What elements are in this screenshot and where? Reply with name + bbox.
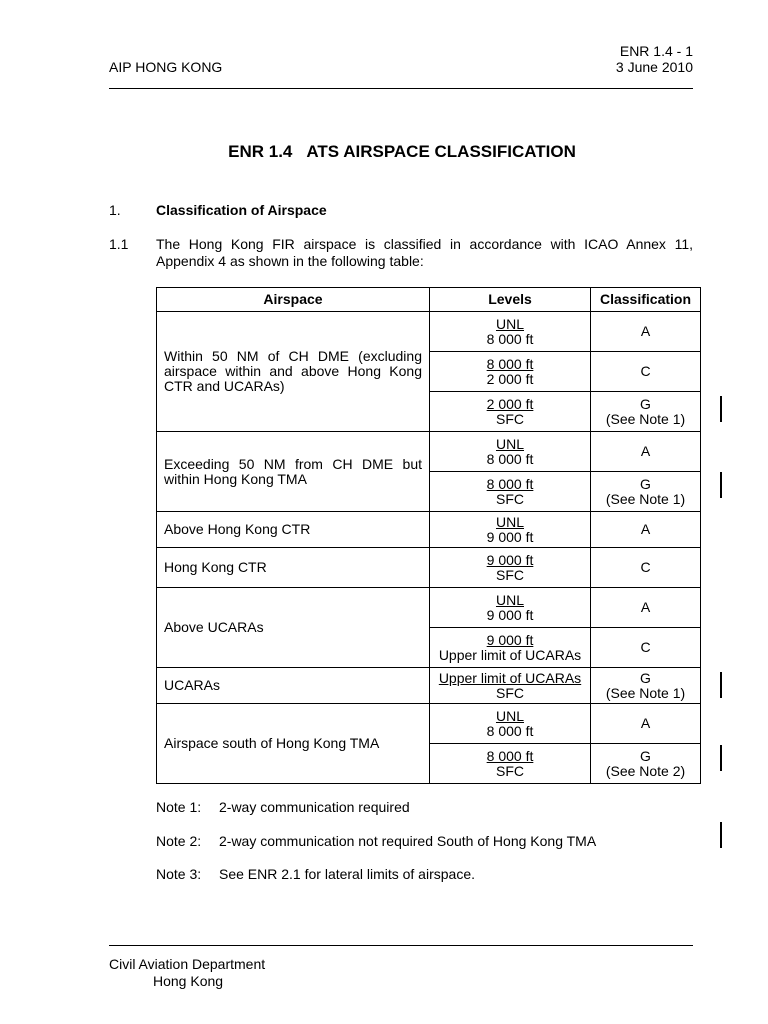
class-value: G bbox=[640, 747, 651, 764]
levels-cell bbox=[430, 668, 591, 704]
class-value: A bbox=[640, 323, 651, 339]
upper-level: 9 000 ft bbox=[486, 551, 534, 568]
lower-level: SFC bbox=[496, 410, 524, 427]
levels-cell bbox=[430, 512, 591, 548]
footer-location: Hong Kong bbox=[153, 973, 224, 989]
paragraph-number: 1.1 bbox=[109, 236, 129, 252]
table-row bbox=[157, 704, 701, 744]
upper-level: 8 000 ft bbox=[486, 475, 534, 492]
class-cell bbox=[591, 628, 701, 668]
class-value: C bbox=[640, 363, 651, 379]
airspace-cell: Airspace south of Hong Kong TMA bbox=[157, 704, 430, 784]
levels-cell bbox=[430, 744, 591, 784]
upper-level: 8 000 ft bbox=[486, 747, 534, 764]
col-header-classification: Classification bbox=[591, 288, 701, 312]
class-cell bbox=[591, 588, 701, 628]
revision-bar bbox=[720, 396, 722, 422]
class-cell bbox=[591, 432, 701, 472]
class-value: G bbox=[640, 395, 651, 412]
header-publication: AIP HONG KONG bbox=[109, 59, 223, 75]
levels-cell bbox=[430, 628, 591, 668]
table-row bbox=[157, 588, 701, 628]
footer-rule bbox=[109, 945, 693, 946]
lower-level: 8 000 ft bbox=[486, 330, 534, 347]
lower-level: SFC bbox=[496, 490, 524, 507]
lower-level: 9 000 ft bbox=[486, 528, 534, 545]
lower-level: 9 000 ft bbox=[486, 606, 534, 623]
class-cell bbox=[591, 668, 701, 704]
footer-department: Civil Aviation Department bbox=[109, 956, 266, 972]
lower-level: 2 000 ft bbox=[486, 370, 534, 387]
upper-level: Upper limit of UCARAs bbox=[438, 669, 582, 686]
upper-level: UNL bbox=[495, 591, 524, 608]
table-header-row bbox=[157, 288, 701, 312]
effective-date: 3 June 2010 bbox=[615, 59, 693, 75]
revision-bar bbox=[720, 672, 722, 698]
class-value: C bbox=[640, 639, 651, 655]
lower-level: 8 000 ft bbox=[486, 722, 534, 739]
class-cell bbox=[591, 472, 701, 512]
class-cell bbox=[591, 704, 701, 744]
airspace-cell: UCARAs bbox=[157, 668, 430, 704]
upper-level: 8 000 ft bbox=[486, 355, 534, 372]
airspace-cell: Above Hong Kong CTR bbox=[157, 512, 430, 548]
col-header-levels: Levels bbox=[430, 288, 591, 312]
revision-bar bbox=[720, 745, 722, 771]
note-text: 2-way communication not required South of Hong Kong TMA bbox=[219, 833, 597, 849]
levels-cell bbox=[430, 352, 591, 392]
levels-cell bbox=[430, 588, 591, 628]
class-cell bbox=[591, 352, 701, 392]
lower-level: SFC bbox=[496, 684, 524, 701]
table-row bbox=[157, 512, 701, 548]
lower-level: 8 000 ft bbox=[486, 450, 534, 467]
levels-cell bbox=[430, 704, 591, 744]
class-cell bbox=[591, 548, 701, 588]
revision-bar bbox=[720, 822, 722, 848]
note-text: See ENR 2.1 for lateral limits of airspace. bbox=[219, 866, 475, 882]
airspace-cell: Exceeding 50 NM from CH DME but within Hong Kong TMA bbox=[157, 432, 430, 512]
class-value: A bbox=[640, 599, 651, 615]
upper-level: UNL bbox=[495, 435, 524, 452]
levels-cell bbox=[430, 392, 591, 432]
paragraph-text: The Hong Kong FIR airspace is classified in accordance with ICAO Annex 11, Appendix 4 as shown in the following table: bbox=[156, 236, 693, 269]
upper-level: 9 000 ft bbox=[486, 631, 534, 648]
lower-level: SFC bbox=[496, 762, 524, 779]
class-cell bbox=[591, 744, 701, 784]
airspace-cell: Within 50 NM of CH DME (excluding airspace within and above Hong Kong CTR and UCARAs) bbox=[157, 312, 430, 432]
lower-level: Upper limit of UCARAs bbox=[438, 646, 582, 663]
levels-cell bbox=[430, 312, 591, 352]
class-value: A bbox=[640, 715, 651, 731]
class-cell bbox=[591, 392, 701, 432]
airspace-cell: Above UCARAs bbox=[157, 588, 430, 668]
class-cell bbox=[591, 512, 701, 548]
col-header-airspace: Airspace bbox=[157, 288, 430, 312]
page-reference: ENR 1.4 - 1 bbox=[619, 43, 693, 59]
class-note: (See Note 1) bbox=[605, 490, 686, 507]
class-value: G bbox=[640, 669, 651, 686]
upper-level: 2 000 ft bbox=[486, 395, 534, 412]
levels-cell bbox=[430, 472, 591, 512]
title-code: ENR 1.4 bbox=[228, 142, 293, 161]
table-row bbox=[157, 668, 701, 704]
upper-level: UNL bbox=[495, 513, 524, 530]
note-label: Note 1: bbox=[156, 799, 202, 815]
class-cell bbox=[591, 312, 701, 352]
table-row bbox=[157, 312, 701, 352]
class-note: (See Note 2) bbox=[605, 762, 686, 779]
class-value: A bbox=[640, 443, 651, 459]
header-right bbox=[616, 43, 693, 75]
note-text: 2-way communication required bbox=[219, 799, 410, 815]
class-value: G bbox=[640, 475, 651, 492]
levels-cell bbox=[430, 548, 591, 588]
revision-bar bbox=[720, 472, 722, 498]
upper-level: UNL bbox=[495, 315, 524, 332]
upper-level: UNL bbox=[495, 707, 524, 724]
section-number: 1. bbox=[109, 202, 121, 218]
note-label: Note 3: bbox=[156, 866, 202, 882]
table-row bbox=[157, 432, 701, 472]
table-row bbox=[157, 548, 701, 588]
class-note: (See Note 1) bbox=[605, 410, 686, 427]
title-text: ATS AIRSPACE CLASSIFICATION bbox=[306, 142, 576, 161]
classification-table bbox=[156, 287, 701, 784]
page-title bbox=[0, 142, 768, 162]
class-value: A bbox=[640, 521, 651, 537]
class-note: (See Note 1) bbox=[605, 684, 686, 701]
class-value: C bbox=[640, 559, 651, 575]
header-rule bbox=[109, 88, 693, 89]
lower-level: SFC bbox=[496, 566, 524, 583]
section-title: Classification of Airspace bbox=[156, 202, 327, 218]
airspace-cell: Hong Kong CTR bbox=[157, 548, 430, 588]
levels-cell bbox=[430, 432, 591, 472]
note-label: Note 2: bbox=[156, 833, 202, 849]
